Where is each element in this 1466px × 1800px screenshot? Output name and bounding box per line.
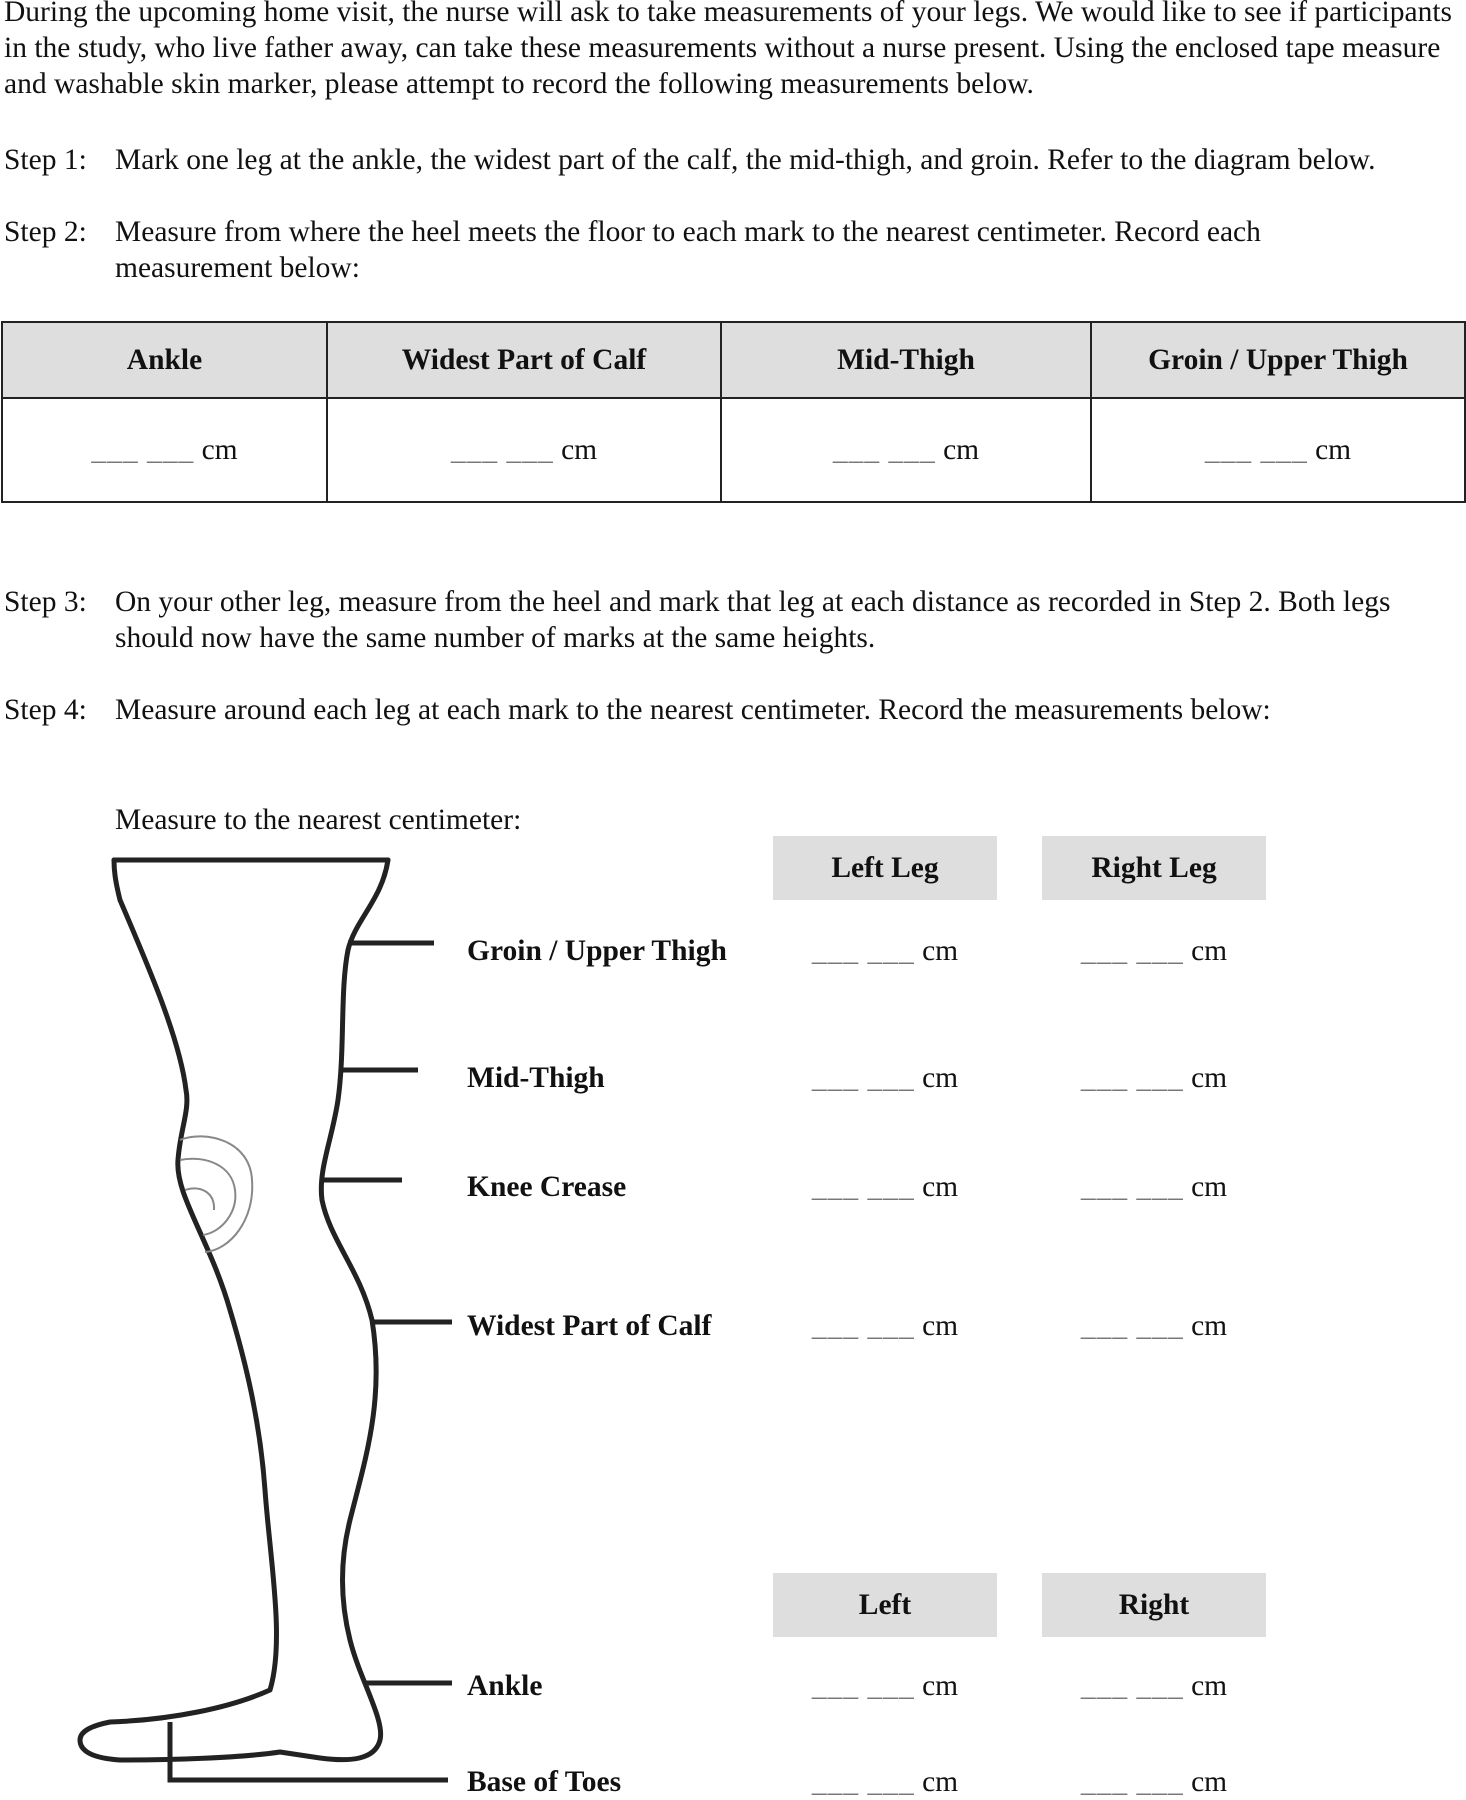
height-value-ankle[interactable]: [2, 398, 327, 502]
unit-label: cm: [922, 1670, 959, 1702]
right-header: Right: [1042, 1573, 1266, 1637]
left-value-knee-crease[interactable]: [773, 1169, 997, 1205]
unit-label: cm: [922, 1062, 959, 1094]
right-value-knee-crease[interactable]: [1042, 1169, 1266, 1205]
step-1-label: Step 1:: [4, 144, 87, 176]
height-header-groin: Groin / Upper Thigh: [1091, 322, 1465, 398]
unit-label: cm: [1191, 1670, 1228, 1702]
height-header-ankle: Ankle: [2, 322, 327, 398]
height-header-calf: Widest Part of Calf: [327, 322, 721, 398]
unit-label: cm: [1191, 1062, 1228, 1094]
blank-line: ___ ___: [1080, 935, 1184, 967]
blank-line: ___ ___: [1080, 1670, 1184, 1702]
right-leg-header: Right Leg: [1042, 836, 1266, 900]
blank-line: ___ ___: [811, 1670, 915, 1702]
step-2-label: Step 2:: [4, 216, 87, 248]
unit-label: cm: [943, 433, 980, 466]
blank-line: ___ ___: [1080, 1766, 1184, 1798]
step-4-text: Measure around each leg at each mark to the nearest centimeter. Record the measurements below:: [115, 694, 1271, 726]
height-header-mid-thigh: Mid-Thigh: [721, 322, 1091, 398]
blank-line: ___ ___: [832, 433, 936, 466]
row-label-knee-crease: Knee Crease: [467, 1171, 627, 1203]
right-value-mid-thigh[interactable]: [1042, 1060, 1266, 1096]
height-value-mid-thigh[interactable]: [721, 398, 1091, 502]
blank-line: ___ ___: [1080, 1310, 1184, 1342]
step-2-text: Measure from where the heel meets the floor to each mark to the nearest centimeter. Record each measurement below:: [115, 216, 1261, 284]
right-value-ankle[interactable]: [1042, 1668, 1266, 1704]
unit-label: cm: [922, 1766, 959, 1798]
height-measurement-table: [1, 321, 1466, 503]
left-value-ankle[interactable]: [773, 1668, 997, 1704]
step-3-label: Step 3:: [4, 586, 87, 618]
tick-base-of-toes: [170, 1722, 448, 1780]
blank-line: ___ ___: [811, 935, 915, 967]
row-label-calf: Widest Part of Calf: [467, 1310, 712, 1342]
left-value-base-of-toes[interactable]: [773, 1764, 997, 1800]
unit-label: cm: [1191, 935, 1228, 967]
kneecap-inner: [180, 1159, 235, 1235]
right-value-calf[interactable]: [1042, 1308, 1266, 1344]
right-value-base-of-toes[interactable]: [1042, 1764, 1266, 1800]
unit-label: cm: [922, 1310, 959, 1342]
blank-line: ___ ___: [91, 433, 195, 466]
left-value-mid-thigh[interactable]: [773, 1060, 997, 1096]
row-label-ankle: Ankle: [467, 1670, 543, 1702]
left-value-calf[interactable]: [773, 1308, 997, 1344]
unit-label: cm: [922, 1171, 959, 1203]
step-1-text: Mark one leg at the ankle, the widest part of the calf, the mid-thigh, and groin. Refer to the diagram below.: [115, 144, 1376, 176]
row-label-mid-thigh: Mid-Thigh: [467, 1062, 605, 1094]
unit-label: cm: [1191, 1171, 1228, 1203]
blank-line: ___ ___: [450, 433, 554, 466]
row-label-groin: Groin / Upper Thigh: [467, 935, 727, 967]
left-leg-header: Left Leg: [773, 836, 997, 900]
blank-line: ___ ___: [811, 1766, 915, 1798]
left-value-groin[interactable]: [773, 933, 997, 969]
leg-outline-body: [80, 860, 388, 1760]
unit-label: cm: [201, 433, 238, 466]
circumference-caption: Measure to the nearest centimeter:: [115, 804, 522, 836]
unit-label: cm: [1191, 1766, 1228, 1798]
step-4-label: Step 4:: [4, 694, 87, 726]
blank-line: ___ ___: [1080, 1062, 1184, 1094]
unit-label: cm: [922, 935, 959, 967]
unit-label: cm: [561, 433, 598, 466]
intro-paragraph: During the upcoming home visit, the nurse will ask to take measurements of your legs. We would like to see if participants in the study, who live father away, can take these measurements without a nurse present. Using the enclosed tape measure and washable skin marker, please attempt to record the following measurements below.: [4, 0, 1453, 100]
height-value-groin[interactable]: [1091, 398, 1465, 502]
unit-label: cm: [1191, 1310, 1228, 1342]
height-table-header-row: [2, 322, 1465, 398]
blank-line: ___ ___: [1204, 433, 1308, 466]
height-table-value-row: [2, 398, 1465, 502]
blank-line: ___ ___: [1080, 1171, 1184, 1203]
blank-line: ___ ___: [811, 1310, 915, 1342]
blank-line: ___ ___: [811, 1171, 915, 1203]
blank-line: ___ ___: [811, 1062, 915, 1094]
height-value-calf[interactable]: [327, 398, 721, 502]
unit-label: cm: [1315, 433, 1352, 466]
step-3-text: On your other leg, measure from the heel and mark that leg at each distance as recorded in Step 2. Both legs should now have the same number of marks at the same heights.: [115, 586, 1391, 654]
leg-diagram: [0, 840, 460, 1800]
kneecap-outer: [180, 1136, 252, 1252]
left-header: Left: [773, 1573, 997, 1637]
right-value-groin[interactable]: [1042, 933, 1266, 969]
row-label-base-of-toes: Base of Toes: [467, 1766, 622, 1798]
